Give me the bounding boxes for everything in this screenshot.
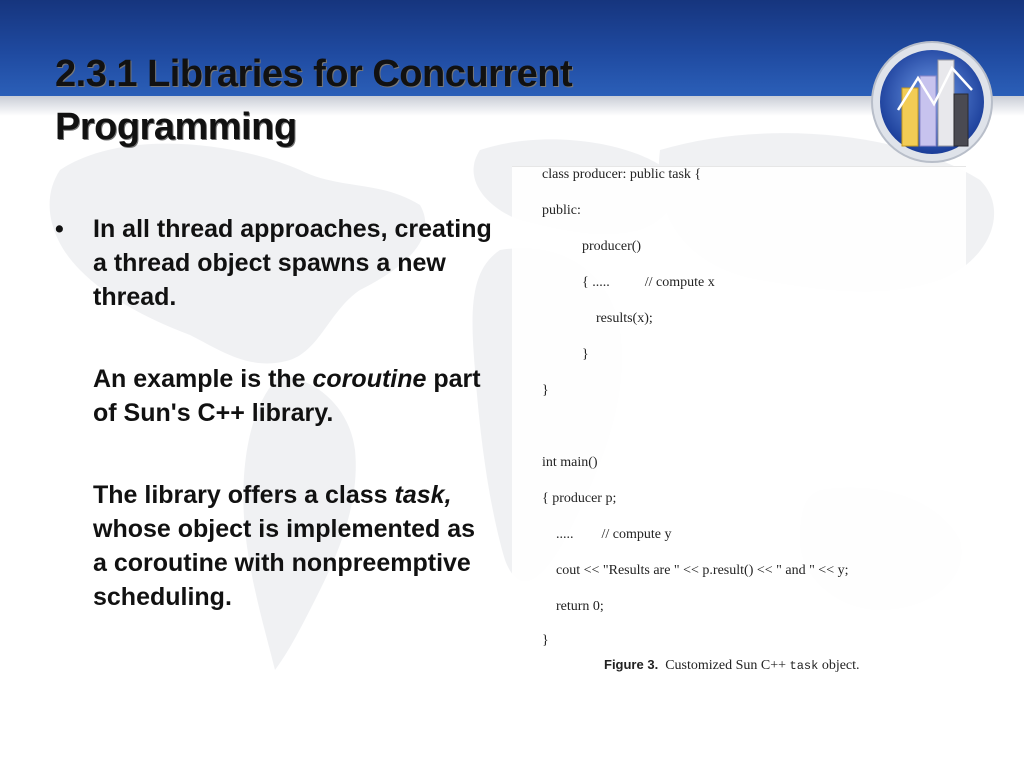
paragraph-3-text: The library offers a class (93, 481, 395, 509)
code-line: results(x); (596, 311, 653, 326)
code-line: public: (542, 203, 581, 218)
figure-caption-text: Customized Sun C++ (658, 658, 790, 673)
code-line: int main() (542, 455, 598, 470)
figure-caption (604, 657, 860, 674)
slide-title-line2: Programming (55, 106, 297, 148)
code-line: } (582, 347, 589, 362)
figure-caption-end: object. (818, 658, 860, 673)
slide-title-line1: 2.3.1 Libraries for Concurrent (55, 53, 573, 95)
paragraph-3-emphasis: task, (394, 481, 452, 509)
paragraph-2-text-end: part of Sun's C++ library. (93, 365, 481, 427)
figure-caption-label: Figure 3. (604, 657, 659, 672)
code-line: } (542, 633, 549, 648)
bar-chart-globe-icon (868, 38, 996, 166)
paragraph-2 (55, 362, 495, 430)
bullet-dot: • (55, 215, 64, 243)
code-figure (512, 166, 966, 687)
code-line: return 0; (556, 599, 604, 614)
paragraph-3 (55, 478, 495, 614)
code-line: cout << "Results are " << p.result() << " and " << y; (556, 563, 849, 578)
code-line: ..... // compute y (556, 527, 672, 542)
slide-title (55, 48, 775, 154)
paragraph-2-text: An example is the (93, 365, 313, 393)
bullet-item (55, 212, 495, 314)
code-line: { producer p; (542, 491, 617, 506)
figure-caption-mono: task (789, 659, 819, 673)
paragraph-2-emphasis: coroutine (312, 365, 427, 393)
code-line: producer() (582, 239, 642, 254)
code-line: class producer: public task { (542, 167, 702, 182)
paragraph-3-text-end: whose object is implemented as a coroutine with nonpreemptive scheduling. (93, 515, 476, 611)
code-line: } (542, 383, 549, 398)
paragraph-1: In all thread approaches, creating a thread object spawns a new thread. (93, 215, 492, 311)
slide-body (55, 212, 495, 614)
code-line: { ..... // compute x (582, 275, 715, 290)
